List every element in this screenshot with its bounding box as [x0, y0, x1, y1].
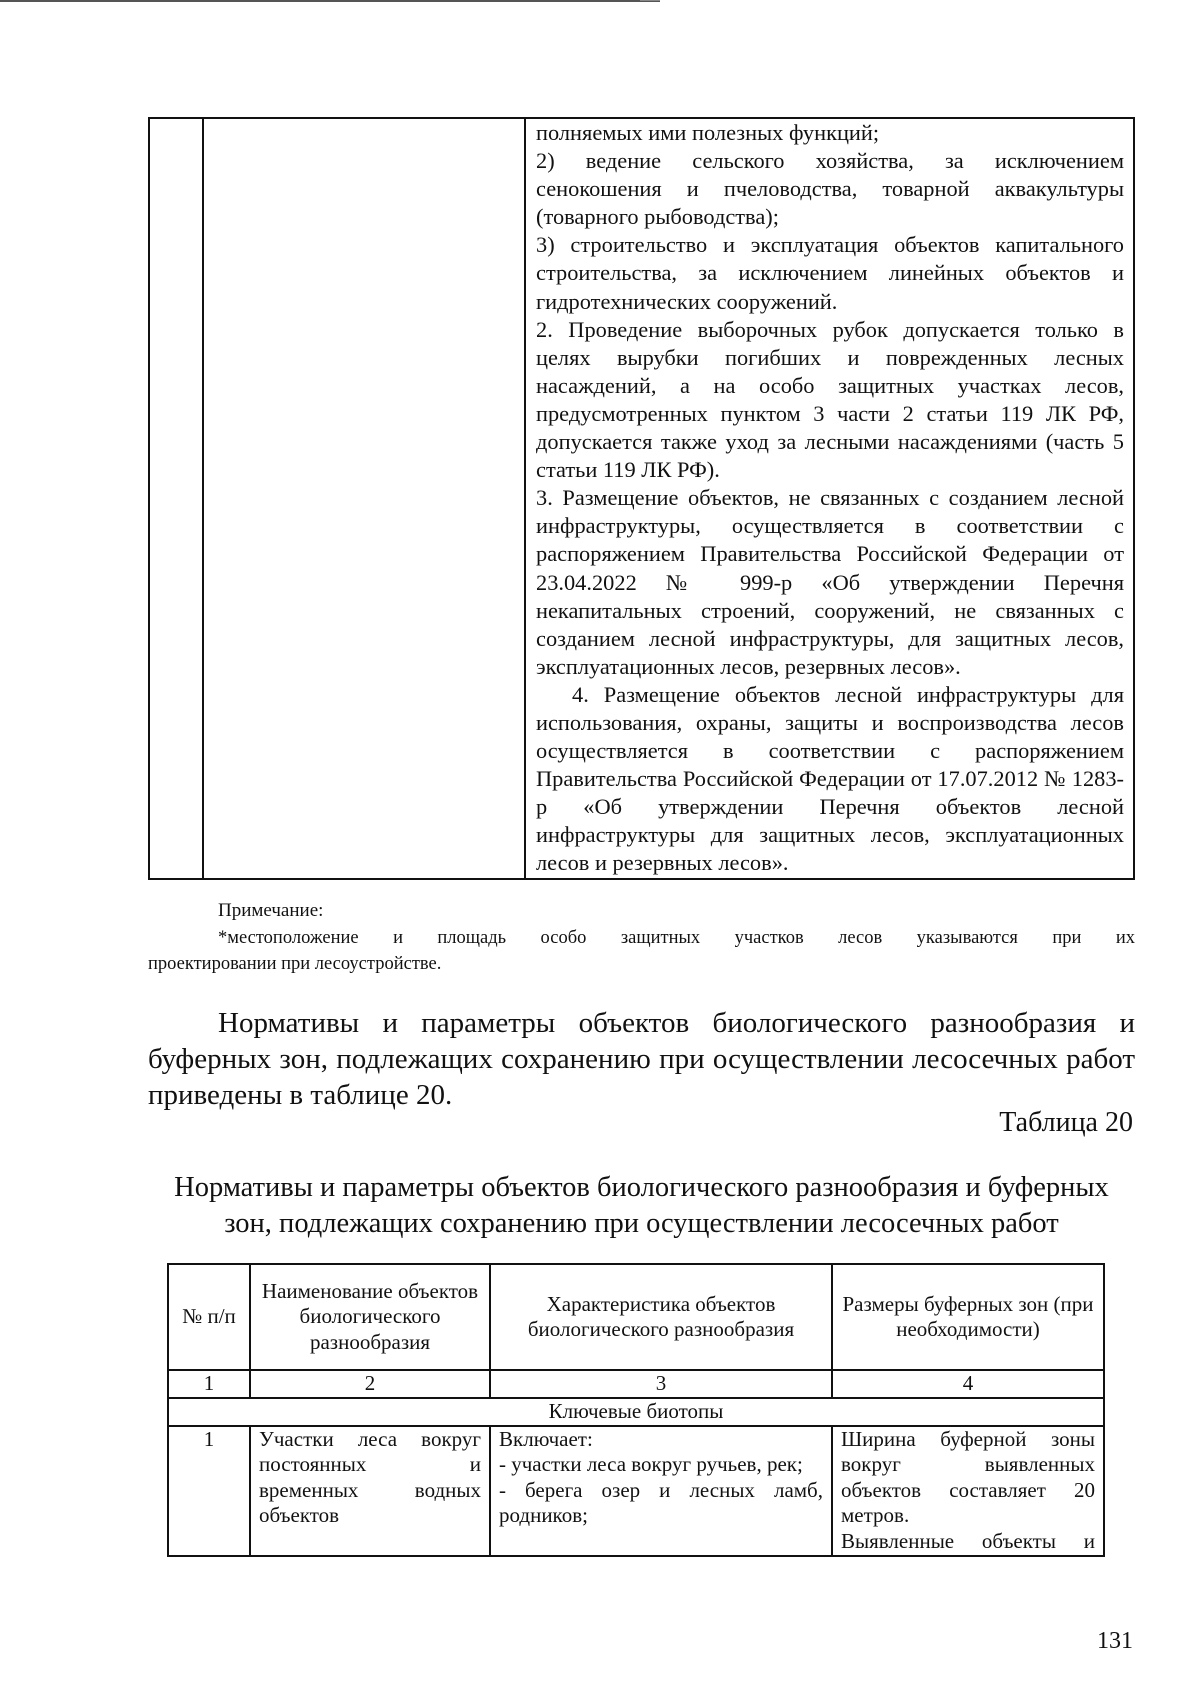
- header-cell: Характеристика объектов биологического разнообразия: [490, 1264, 832, 1370]
- row-number: 1: [168, 1426, 250, 1556]
- note-line: *местоположение и площадь особо защитных участков лесов указываются при их: [218, 928, 1135, 948]
- restriction-line: 2) ведение сельского хозяйства, за исключением сенокошения и пчеловодства, товарной аквакультуры (товарного рыбоводства);: [536, 148, 1124, 230]
- continuation-table: [148, 117, 1135, 880]
- characteristics-intro: Включает:: [499, 1426, 593, 1451]
- column-number: 1: [168, 1370, 250, 1398]
- table-title-line: Нормативы и параметры объектов биологического разнообразия и буферных: [174, 1172, 1109, 1203]
- object-name: Участки леса вокруг постоянных и временных водных объектов: [250, 1426, 490, 1556]
- restriction-line: 3) строительство и эксплуатация объектов капитального строительства, за исключением линейных объектов и гидротехнических сооружений.: [536, 232, 1124, 314]
- column-number: 3: [490, 1370, 832, 1398]
- column-divider: [524, 119, 526, 878]
- header-cell: № п/п: [168, 1264, 250, 1370]
- page-number: 131: [1097, 1628, 1133, 1654]
- buffer-zone-text: Ширина буферной зоны вокруг выявленных объектов составляет 20 метров.: [841, 1426, 1095, 1527]
- column-number: 2: [250, 1370, 490, 1398]
- table-row: [168, 1426, 1104, 1556]
- group-row: [168, 1398, 1104, 1426]
- restriction-line: 2. Проведение выборочных рубок допускается только в целях вырубки погибших и поврежденных лесных насаждений, а на особо защитных участках лесов, предусмотренных пунктом 3 части 2 статьи 119 ЛК РФ, допускается также уход за лесными насаждениями (часть 5 статьи 119 ЛК РФ).: [536, 316, 1124, 483]
- object-characteristics: [490, 1426, 832, 1556]
- table-title-line: зон, подлежащих сохранению при осуществлении лесосечных работ: [224, 1208, 1059, 1239]
- restriction-line: полняемых ими полезных функций;: [536, 120, 880, 145]
- intro-paragraph: Нормативы и параметры объектов биологического разнообразия и буферных зон, подлежащих сохранению при осуществлении лесосечных работ приведены в таблице 20.: [148, 1007, 1135, 1111]
- restrictions-cell: [536, 119, 1124, 878]
- note-line: проектировании при лесоустройстве.: [148, 954, 442, 974]
- column-divider: [202, 119, 204, 878]
- buffer-zone-continued: Выявленные объекты и: [841, 1528, 1095, 1553]
- scan-edge-mark: [640, 0, 660, 1]
- characteristics-item: - участки леса вокруг ручьев, рек;: [499, 1452, 803, 1476]
- column-number-row: [168, 1370, 1104, 1398]
- restriction-line: 3. Размещение объектов, не связанных с созданием лесной инфраструктуры, осуществляется в соответствии с распоряжением Правительства Российской Федерации от 23.04.2022 № 999-р «Об утверждении Перечня некапитальных строений, сооружений, не связанных с созданием лесной инфраструктуры, для защитных лесов, эксплуатационных лесов, резервных лесов».: [536, 485, 1124, 679]
- restriction-line: 4. Размещение объектов лесной инфраструктуры для использования, охраны, защиты и воспроизводства лесов осуществляется в соответствии с распоряжением Правительства Российской Федерации от 17.07.2012 № 1283-р «Об утверждении Перечня объектов лесной инфраструктуры для защитных лесов, эксплуатационных лесов и резервных лесов».: [536, 681, 1124, 876]
- group-label: Ключевые биотопы: [168, 1398, 1104, 1426]
- table-header-row: [168, 1264, 1104, 1370]
- header-cell: Размеры буферных зон (при необходимости): [832, 1264, 1104, 1370]
- buffer-zone: [832, 1426, 1104, 1556]
- table-20: [167, 1263, 1105, 1557]
- note-text: [148, 925, 1135, 977]
- note-title: Примечание:: [218, 900, 324, 921]
- header-cell: Наименование объектов биологического разнообразия: [250, 1264, 490, 1370]
- scan-edge-line: [0, 0, 660, 2]
- column-number: 4: [832, 1370, 1104, 1398]
- table-label: Таблица 20: [999, 1107, 1133, 1138]
- table-title: [148, 1170, 1135, 1242]
- characteristics-item: - берега озер и лесных ламб, родников;: [499, 1477, 823, 1527]
